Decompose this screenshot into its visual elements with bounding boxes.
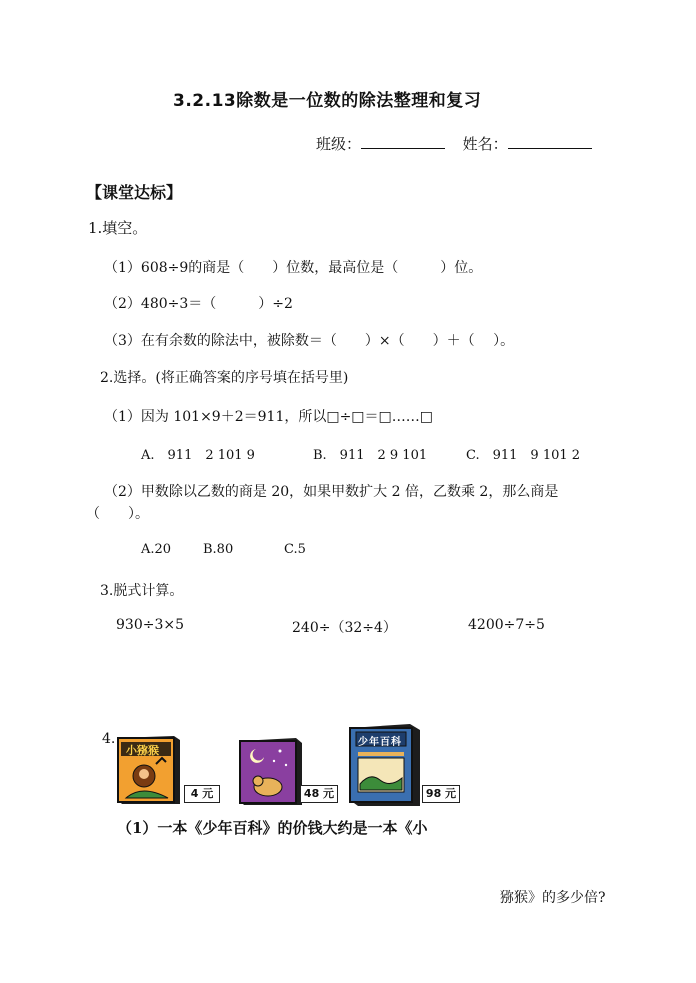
q1-item-1: （1）608÷9的商是（ ）位数，最高位是（ ）位。 [104,260,483,276]
page-title: 3.2.13除数是一位数的除法整理和复习 [173,91,482,111]
book-xiaomihou-title: 小猕猴 [126,744,159,757]
book-shaonianbaike-illustration [346,722,424,808]
q2-item-2-option-a: A.20 [141,542,172,557]
q4-number: 4. [102,731,116,747]
q3-expr-3: 4200÷7÷5 [468,617,545,633]
class-name-row [316,133,592,154]
book-middle-illustration [234,735,306,807]
q1-item-3: （3）在有余数的除法中，被除数＝（ ）×（ ）＋（ ）。 [104,333,515,349]
q1-heading: 1.填空。 [88,219,148,237]
name-label: 姓名： [462,135,508,153]
q2-item-1: （1）因为 101×9＋2＝911，所以□÷□＝□……□ [104,409,433,425]
q2-item-2-line-1: （2）甲数除以乙数的商是 20，如果甲数扩大 2 倍，乙数乘 2，那么商是 [104,484,559,500]
q3-expr-1: 930÷3×5 [116,617,184,633]
q4-question-line-1: （1）一本《少年百科》的价钱大约是一本《小 [117,819,428,837]
q2-item-1-option-b: B. 911 2 9 101 [313,448,428,463]
class-label: 班级： [316,135,362,153]
q2-item-2-option-b: B.80 [203,542,234,557]
q3-expr-2: 240÷（32÷4） [292,620,397,636]
book-shaonianbaike-title: 少年百科 [358,737,402,748]
book-shaonianbaike-price-tag: 98 元 [422,785,460,803]
q3-heading: 3.脱式计算。 [100,583,184,599]
q2-item-1-option-a: A. 911 2 101 9 [141,448,255,463]
q1-item-2: （2）480÷3＝（ ）÷2 [104,296,293,312]
name-blank[interactable] [508,134,592,149]
class-blank[interactable] [361,134,445,149]
q2-heading: 2.选择。(将正确答案的序号填在括号里) [100,370,349,386]
book-xiaomihou-price-tag: 4 元 [184,785,220,803]
q2-item-2-option-c: C.5 [284,542,306,557]
q2-item-2-line-2: （ ）。 [86,506,149,522]
section-heading: 【课堂达标】 [86,183,183,202]
q2-item-1-option-c: C. 911 9 101 2 [466,448,581,463]
q4-question-line-2: 猕猴》的多少倍? [500,890,606,906]
book-middle-price-tag: 48 元 [300,785,338,803]
book-xiaomihou-illustration [112,734,184,806]
